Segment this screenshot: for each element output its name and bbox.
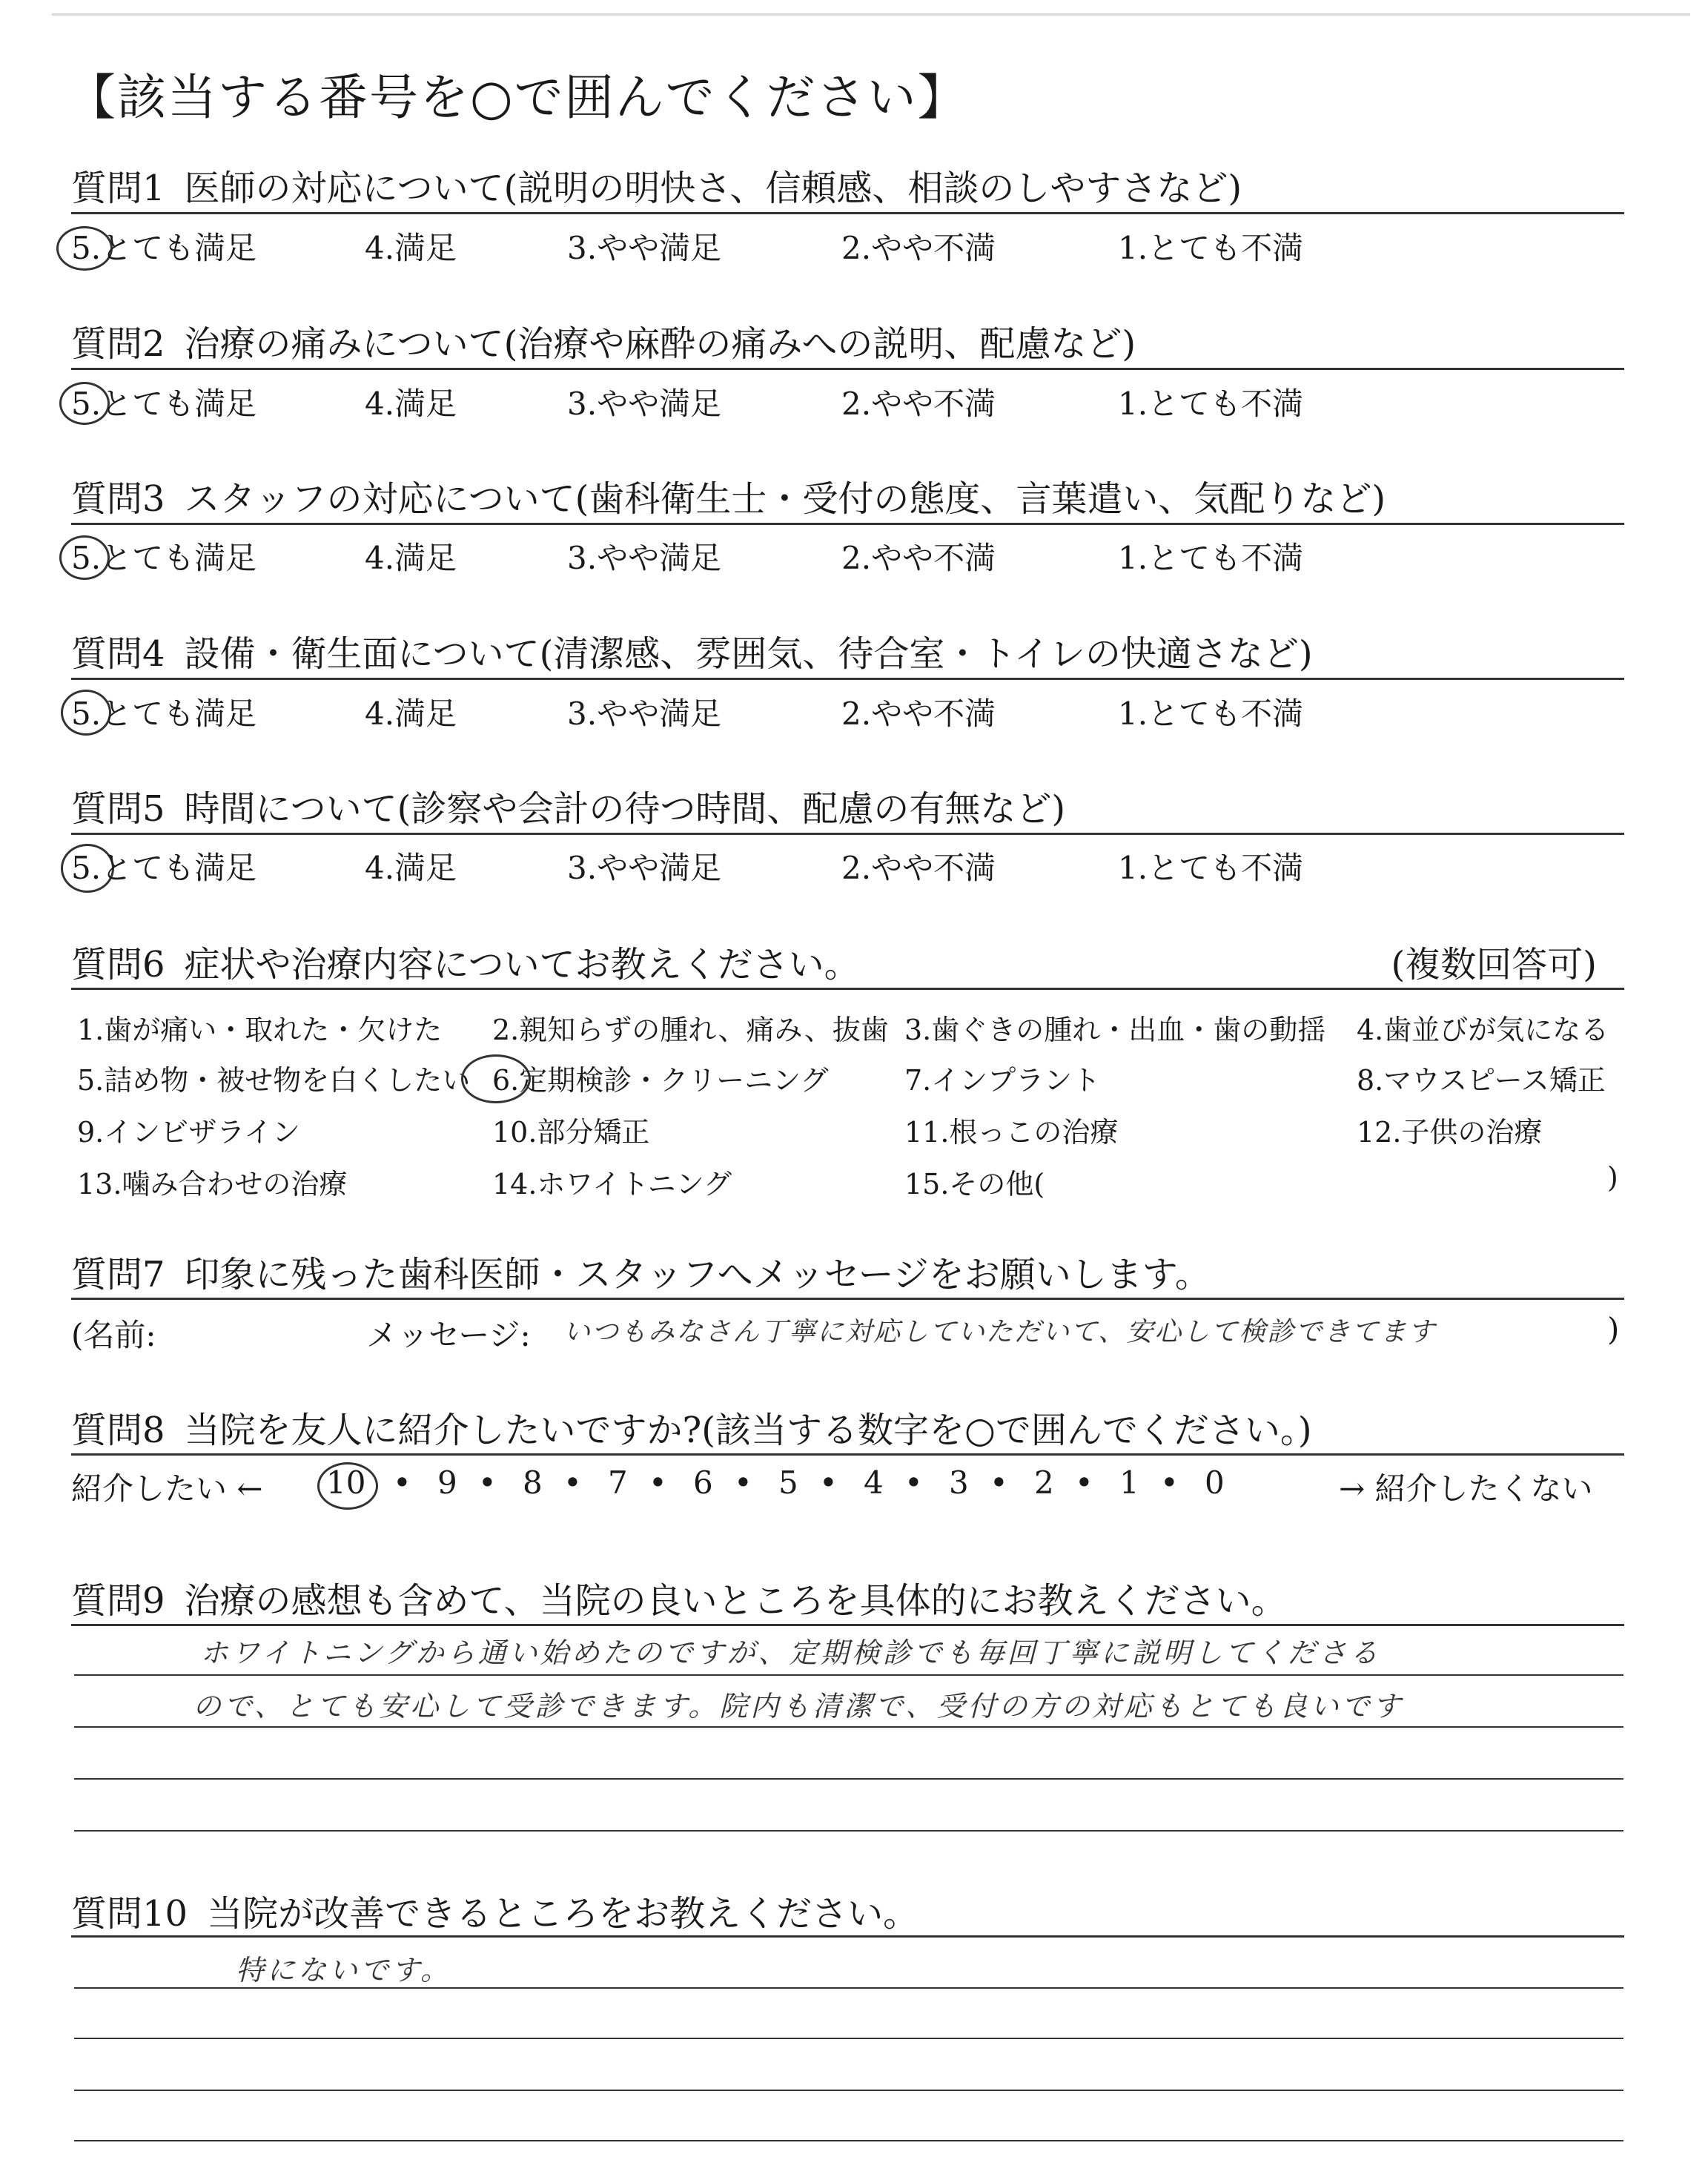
question-10-rule (71, 1935, 1624, 1938)
question-6-label: 質問6 (71, 944, 165, 985)
question-9-rule (71, 1624, 1624, 1626)
question-6-text: 症状や治療内容についてお教えください。 (184, 944, 860, 985)
q8-dot: • (734, 1464, 752, 1501)
question-1-rule (71, 212, 1624, 214)
question-5 (71, 780, 1065, 831)
question-3-text: スタッフの対応について(歯科衛生士・受付の態度、言葉遣い、気配りなど) (184, 478, 1386, 520)
q8-dot: • (393, 1464, 411, 1501)
question-6-note: (複数回答可) (1391, 944, 1597, 985)
q6-option-5[interactable]: 5.詰め物・被せ物を白くしたい (77, 1064, 471, 1097)
q8-dot: • (649, 1464, 667, 1501)
q8-score-4[interactable]: 4 (864, 1464, 884, 1501)
q6-option-13[interactable]: 13.噛み合わせの治療 (77, 1168, 348, 1200)
question-1-text: 医師の対応について(説明の明快さ、信頼感、相談のしやすさなど) (184, 168, 1242, 209)
q10-answer-line-1[interactable]: 特にないです。 (236, 1954, 451, 1986)
q3-option-2[interactable]: 2.やや不満 (841, 540, 996, 576)
question-3-rule (71, 523, 1624, 525)
q6-option-2[interactable]: 2.親知らずの腫れ、痛み、抜歯 (492, 1014, 889, 1046)
q2-option-2[interactable]: 2.やや不満 (841, 386, 996, 422)
q8-score-5[interactable]: 5 (778, 1464, 798, 1501)
q1-option-4[interactable]: 4.満足 (365, 230, 457, 266)
question-9-text: 治療の感想も含めて、当院の良いところを具体的にお教えください。 (184, 1580, 1287, 1622)
q6-option-15[interactable]: 15.その他( (904, 1168, 1045, 1200)
q7-message-label: メッセージ: (366, 1317, 531, 1353)
answer-line (74, 2140, 1623, 2141)
q3-option-1[interactable]: 1.とても不満 (1118, 540, 1304, 576)
question-8-text: 当院を友人に紹介したいですか?(該当する数字を○で囲んでください。) (184, 1410, 1312, 1451)
q4-option-1[interactable]: 1.とても不満 (1118, 696, 1304, 732)
answer-line (74, 1674, 1623, 1676)
q6-option-9[interactable]: 9.インビザライン (77, 1116, 301, 1149)
question-4-text: 設備・衛生面について(清潔感、雰囲気、待合室・トイレの快適さなど) (184, 633, 1313, 675)
q8-score-8[interactable]: 8 (523, 1464, 543, 1501)
question-1-label: 質問1 (71, 168, 165, 209)
q5-option-2[interactable]: 2.やや不満 (841, 850, 996, 886)
q8-score-10[interactable]: 10 (326, 1464, 366, 1501)
q8-dot: • (1160, 1464, 1179, 1501)
q8-left-label: 紹介したい ← (71, 1470, 263, 1507)
question-4-rule (71, 678, 1624, 680)
answer-line (74, 1726, 1623, 1728)
q7-name-label: (名前: (71, 1317, 156, 1353)
q8-dot: • (819, 1464, 838, 1501)
q6-option-8[interactable]: 8.マウスピース矯正 (1357, 1064, 1606, 1097)
question-9-label: 質問9 (71, 1580, 165, 1622)
question-3 (71, 470, 1386, 521)
q1-option-3[interactable]: 3.やや満足 (567, 230, 722, 266)
q5-option-1[interactable]: 1.とても不満 (1118, 850, 1304, 886)
q8-score-1[interactable]: 1 (1119, 1464, 1139, 1501)
answer-line (74, 2038, 1623, 2039)
q6-option-12[interactable]: 12.子供の治療 (1357, 1116, 1543, 1149)
question-5-rule (71, 833, 1624, 835)
q8-dot: • (478, 1464, 497, 1501)
q8-dot: • (904, 1464, 923, 1501)
question-4 (71, 625, 1313, 676)
q8-score-2[interactable]: 2 (1034, 1464, 1054, 1501)
question-6-rule (71, 988, 1624, 990)
question-5-label: 質問5 (71, 788, 165, 830)
answer-line (74, 1987, 1623, 1989)
question-2-text: 治療の痛みについて(治療や麻酔の痛みへの説明、配慮など) (184, 323, 1136, 365)
q7-close-paren: ) (1607, 1311, 1620, 1347)
q8-score-3[interactable]: 3 (949, 1464, 969, 1501)
question-5-text: 時間について(診察や会計の待つ時間、配慮の有無など) (184, 788, 1066, 830)
answer-line (74, 2090, 1623, 2091)
q8-score-0[interactable]: 0 (1205, 1464, 1225, 1501)
question-1 (71, 159, 1242, 211)
question-2 (71, 315, 1136, 366)
q5-option-4[interactable]: 4.満足 (365, 850, 457, 886)
question-7-text: 印象に残った歯科医師・スタッフへメッセージをお願いします。 (184, 1254, 1211, 1295)
q3-option-3[interactable]: 3.やや満足 (567, 540, 722, 576)
q6-option-10[interactable]: 10.部分矯正 (492, 1116, 650, 1149)
q6-option-4[interactable]: 4.歯並びが気になる (1357, 1014, 1609, 1046)
q2-option-1[interactable]: 1.とても不満 (1118, 386, 1304, 422)
q2-option-4[interactable]: 4.満足 (365, 386, 457, 422)
q9-answer-line-1[interactable]: ホワイトニングから通い始めたのですが、定期検診でも毎回丁寧に説明してくださる (200, 1636, 1381, 1669)
q8-score-6[interactable]: 6 (693, 1464, 713, 1501)
q4-option-4[interactable]: 4.満足 (365, 696, 457, 732)
question-7-label: 質問7 (71, 1254, 165, 1295)
q8-dot: • (990, 1464, 1008, 1501)
question-8-rule (71, 1453, 1624, 1456)
answer-line (74, 1778, 1623, 1780)
q8-right-label: → 紹介したくない (1339, 1470, 1593, 1507)
q4-option-5[interactable]: 5.とても満足 (71, 696, 257, 732)
question-3-label: 質問3 (71, 478, 165, 520)
q6-option-6[interactable]: 6.定期検診・クリーニング (492, 1064, 829, 1097)
q4-option-2[interactable]: 2.やや不満 (841, 696, 996, 732)
q8-dot: • (563, 1464, 582, 1501)
question-2-label: 質問2 (71, 323, 165, 365)
q8-score-7[interactable]: 7 (608, 1464, 628, 1501)
question-9 (71, 1572, 1287, 1623)
q5-option-3[interactable]: 3.やや満足 (567, 850, 722, 886)
q2-option-5[interactable]: 5.とても満足 (71, 386, 257, 422)
question-8-label: 質問8 (71, 1410, 165, 1451)
q1-option-5[interactable]: 5.とても満足 (71, 230, 257, 266)
q4-option-3[interactable]: 3.やや満足 (567, 696, 722, 732)
q6-option-11[interactable]: 11.根っこの治療 (904, 1116, 1119, 1149)
question-10 (71, 1885, 918, 1936)
question-10-label: 質問10 (71, 1893, 188, 1935)
q9-answer-line-2[interactable]: ので、とても安心して受診できます。院内も清潔で、受付の方の対応もとても良いです (193, 1690, 1404, 1723)
q8-dot: • (1075, 1464, 1093, 1501)
question-2-rule (71, 368, 1624, 370)
q3-option-4[interactable]: 4.満足 (365, 540, 457, 576)
q6-other-close-paren: ) (1607, 1161, 1618, 1194)
page-heading: 【該当する番号を○で囲んでください】 (67, 69, 968, 126)
question-4-label: 質問4 (71, 633, 165, 675)
question-7 (71, 1246, 1211, 1297)
top-border (52, 13, 1690, 16)
q1-option-2[interactable]: 2.やや不満 (841, 230, 996, 266)
q6-option-14[interactable]: 14.ホワイトニング (492, 1168, 732, 1200)
q1-option-1[interactable]: 1.とても不満 (1118, 230, 1304, 266)
q8-score-9[interactable]: 9 (437, 1464, 457, 1501)
q6-option-3[interactable]: 3.歯ぐきの腫れ・出血・歯の動揺 (904, 1014, 1326, 1046)
q5-option-5[interactable]: 5.とても満足 (71, 850, 257, 886)
q7-message[interactable]: いつもみなさん丁寧に対応していただいて、安心して検診できてます (563, 1317, 1437, 1347)
q6-option-7[interactable]: 7.インプラント (904, 1064, 1101, 1097)
q3-option-5[interactable]: 5.とても満足 (71, 540, 257, 576)
q2-option-3[interactable]: 3.やや満足 (567, 386, 722, 422)
question-6 (71, 936, 860, 987)
answer-line (74, 1830, 1623, 1832)
q6-option-1[interactable]: 1.歯が痛い・取れた・欠けた (77, 1014, 443, 1046)
question-7-rule (71, 1298, 1624, 1300)
question-10-text: 当院が改善できるところをお教えください。 (207, 1893, 919, 1935)
question-8 (71, 1401, 1312, 1453)
